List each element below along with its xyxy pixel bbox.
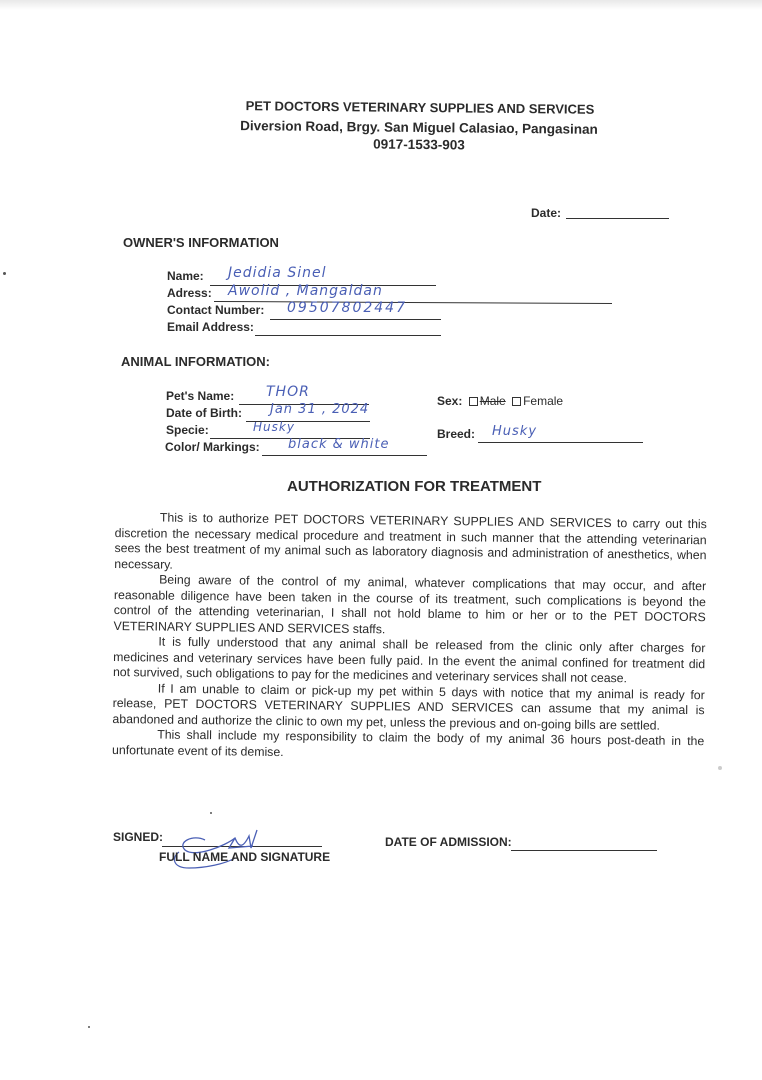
male-option-label: Male: [479, 394, 506, 408]
scan-speck: [718, 766, 722, 770]
color-line[interactable]: [262, 455, 427, 456]
admission-date-line[interactable]: [511, 850, 657, 851]
full-name-signature-label: FULL NAME AND SIGNATURE: [159, 850, 331, 864]
scan-top-edge: [0, 0, 762, 10]
color-value: black & white: [288, 437, 390, 452]
breed-line[interactable]: [478, 442, 643, 443]
female-option-label: Female: [523, 394, 564, 408]
handwritten-signature: [165, 818, 275, 874]
pet-name-label: Pet's Name:: [166, 389, 235, 403]
owner-contact-line[interactable]: [270, 319, 441, 320]
authorization-title: AUTHORIZATION FOR TREATMENT: [287, 478, 542, 495]
authorization-body: [112, 510, 707, 765]
authorization-paragraph: Being aware of the control of my animal, whatever complications that may occur, and after reasonable diligence have been taken in the course of its treatment, such complications is beyond the control of the attending veterinarian, I shall not hold blame to him or her or to the PET DOCTORS VETERINARY SUPPLIES AND SERVICES staffs.: [113, 572, 707, 636]
owner-section-heading: OWNER'S INFORMATION: [123, 235, 279, 250]
clinic-address: Diversion Road, Brgy. San Miguel Calasiao, Pangasinan: [240, 118, 598, 137]
breed-value: Husky: [492, 424, 538, 439]
breed-label: Breed:: [437, 427, 476, 441]
admission-date-label: DATE OF ADMISSION:: [385, 835, 512, 849]
color-label: Color/ Markings:: [165, 440, 260, 454]
scan-speck: [3, 272, 6, 275]
authorization-paragraph: If I am unable to claim or pick-up my pet within 5 days with notice that my animal is ready for release, PET DOCTORS VETERINARY SUPPLIES AND SERVICES can assume that my animal is abandoned and authorize the clinic to own my pet, unless the previous and on-going bills are settled.: [112, 681, 705, 733]
scan-speck: [210, 812, 212, 814]
date-line[interactable]: [566, 218, 669, 219]
clinic-phone: 0917-1533-903: [373, 136, 465, 153]
scan-speck: [88, 1026, 90, 1028]
sex-label: Sex:: [437, 394, 463, 408]
owner-name-label: Name:: [167, 269, 204, 283]
pet-name-value: THOR: [266, 384, 310, 400]
specie-value: Husky: [253, 420, 295, 434]
signed-label: SIGNED:: [113, 830, 164, 844]
owner-email-label: Email Address:: [167, 320, 254, 334]
male-checkbox[interactable]: [469, 397, 478, 406]
date-label: Date:: [531, 206, 562, 220]
animal-section-heading: ANIMAL INFORMATION:: [121, 354, 270, 369]
dob-label: Date of Birth:: [166, 406, 242, 420]
clinic-name: PET DOCTORS VETERINARY SUPPLIES AND SERVICES: [245, 98, 595, 117]
owner-contact-value: 09507802447: [287, 300, 407, 316]
authorization-paragraph: This is to authorize PET DOCTORS VETERINARY SUPPLIES AND SERVICES to carry out this discretion the necessary medical procedure and treatment in such manner that the attending veterinarian sees the best treatment of my animal such as laboratory diagnosis and administration of anesthetics, when necessary.: [114, 510, 707, 572]
sex-field: [437, 394, 563, 408]
owner-address-value: Awolid , Mangaldan: [228, 283, 383, 299]
specie-label: Specie:: [166, 423, 209, 437]
female-checkbox[interactable]: [512, 397, 521, 406]
owner-address-line[interactable]: [214, 301, 612, 304]
owner-name-value: Jedidia Sinel: [228, 265, 327, 281]
owner-contact-label: Contact Number:: [167, 303, 265, 317]
authorization-paragraph: This shall include my responsibility to claim the body of my animal 36 hours post-death in the unfortunate event of its demise.: [111, 727, 705, 759]
owner-address-label: Adress:: [167, 286, 212, 300]
authorization-paragraph: It is fully understood that any animal shall be released from the clinic only after charges for medicines and veterinary services have been fully paid. In the event the animal confined for treatment did not survived, such obligations to pay for the medicines and veterinary services shall not cease.: [112, 634, 706, 686]
owner-email-line[interactable]: [255, 335, 441, 336]
dob-value: Jan 31 , 2024: [270, 402, 370, 417]
